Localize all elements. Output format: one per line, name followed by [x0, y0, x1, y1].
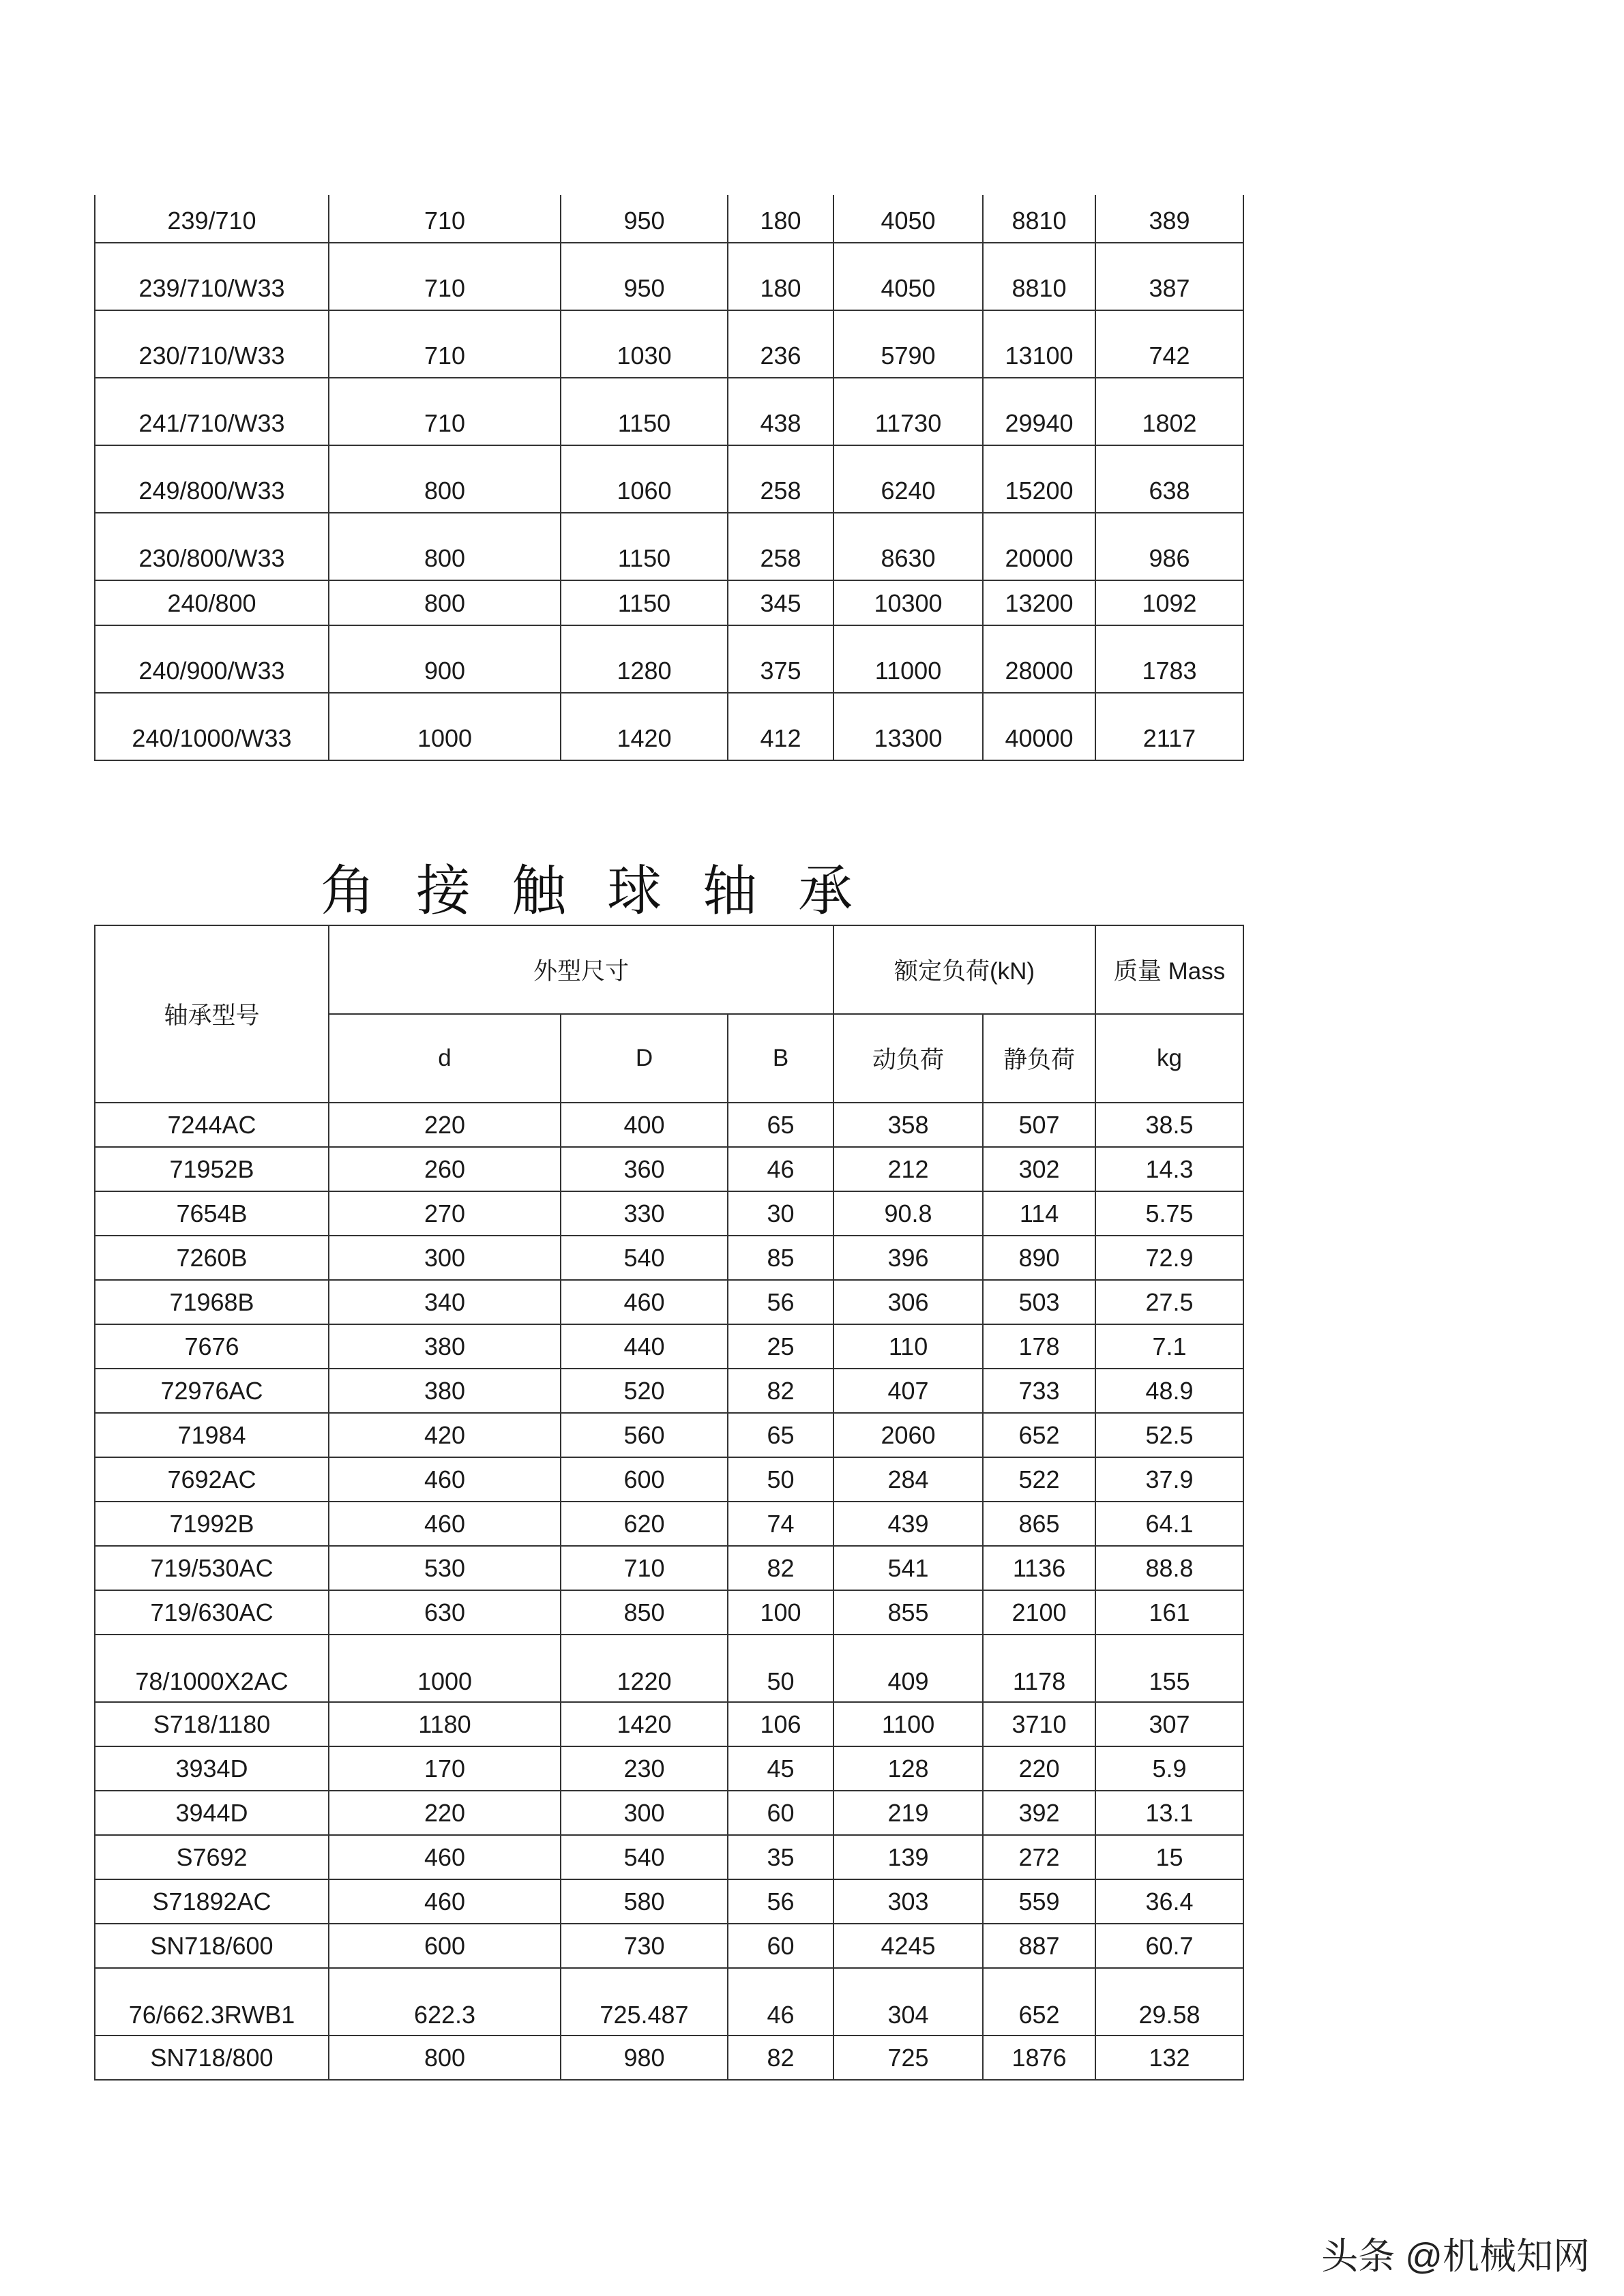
table-row [95, 1369, 1243, 1413]
table-cell: 82 [728, 2036, 833, 2080]
table-cell: 380 [329, 1369, 561, 1413]
table-cell: 30 [728, 1191, 833, 1236]
table-row [95, 1191, 1243, 1236]
table-cell: 220 [329, 1103, 561, 1147]
table-cell: 45 [728, 1746, 833, 1791]
table-cell: 3934D [95, 1746, 329, 1791]
table-cell: 503 [983, 1280, 1095, 1324]
table-row [95, 1924, 1243, 1968]
table-cell: 380 [329, 1324, 561, 1369]
table-cell: 132 [1095, 2036, 1243, 2080]
table-cell: 7676 [95, 1324, 329, 1369]
table-cell: 29.58 [1095, 1968, 1243, 2036]
table-cell: 10300 [833, 580, 983, 625]
table-cell: 272 [983, 1835, 1095, 1879]
table-cell: 76/662.3RWB1 [95, 1968, 329, 2036]
table-cell: 742 [1095, 310, 1243, 378]
table-cell: 180 [728, 195, 833, 243]
table-cell: 71992B [95, 1502, 329, 1546]
table-cell: 14.3 [1095, 1147, 1243, 1191]
table-cell: 330 [561, 1191, 728, 1236]
table-cell: 60 [728, 1924, 833, 1968]
table-cell: 507 [983, 1103, 1095, 1147]
table-cell: 1420 [561, 693, 728, 760]
table-cell: 56 [728, 1879, 833, 1924]
table-cell: 600 [561, 1457, 728, 1502]
table-cell: 71984 [95, 1413, 329, 1457]
table-cell: 170 [329, 1746, 561, 1791]
table-cell: 72976AC [95, 1369, 329, 1413]
table-cell: 74 [728, 1502, 833, 1546]
table-cell: 11000 [833, 625, 983, 693]
table-cell: 114 [983, 1191, 1095, 1236]
table-cell: 652 [983, 1968, 1095, 2036]
angular-contact-ball-bearing-table [94, 925, 1244, 2081]
table-cell: 800 [329, 445, 561, 513]
table-cell: 7244AC [95, 1103, 329, 1147]
table-row [95, 1879, 1243, 1924]
table-cell: 71952B [95, 1147, 329, 1191]
table-cell: 2100 [983, 1590, 1095, 1635]
table-cell: 5.75 [1095, 1191, 1243, 1236]
table-cell: 719/530AC [95, 1546, 329, 1590]
table-row [95, 1280, 1243, 1324]
table-cell: 1150 [561, 580, 728, 625]
table-cell: 65 [728, 1103, 833, 1147]
table-row [95, 513, 1243, 580]
table-row [95, 1835, 1243, 1879]
table-cell: 890 [983, 1236, 1095, 1280]
table-cell: 1876 [983, 2036, 1095, 2080]
table-cell: SN718/600 [95, 1924, 329, 1968]
table-cell: 710 [561, 1546, 728, 1590]
table-cell: 440 [561, 1324, 728, 1369]
table-cell: 7.1 [1095, 1324, 1243, 1369]
table-cell: 180 [728, 243, 833, 310]
table-cell: 15 [1095, 1835, 1243, 1879]
table-cell: 46 [728, 1968, 833, 2036]
table-cell: 40000 [983, 693, 1095, 760]
table-cell: 4245 [833, 1924, 983, 1968]
table-cell: 220 [983, 1746, 1095, 1791]
table-cell: 302 [983, 1147, 1095, 1191]
table-cell: 46 [728, 1147, 833, 1191]
table-cell: S7692 [95, 1835, 329, 1879]
table-cell: 407 [833, 1369, 983, 1413]
table-cell: 460 [329, 1879, 561, 1924]
table-cell: 800 [329, 2036, 561, 2080]
table-cell: 8810 [983, 243, 1095, 310]
table-cell: 90.8 [833, 1191, 983, 1236]
watermark: 头条 @机械知网 [1321, 2236, 1590, 2277]
table-row [95, 378, 1243, 445]
table-cell: 719/630AC [95, 1590, 329, 1635]
table-cell: 1180 [329, 1702, 561, 1746]
table-row [95, 580, 1243, 625]
table-cell: 28000 [983, 625, 1095, 693]
table-cell: 4050 [833, 195, 983, 243]
header-d: d [329, 1014, 561, 1103]
table-cell: 1000 [329, 1635, 561, 1702]
table-cell: 240/1000/W33 [95, 693, 329, 760]
table-row [95, 445, 1243, 513]
table-cell: S71892AC [95, 1879, 329, 1924]
table-cell: 50 [728, 1457, 833, 1502]
header-D: D [561, 1014, 728, 1103]
table-row [95, 693, 1243, 760]
table-cell: 850 [561, 1590, 728, 1635]
header-B: B [728, 1014, 833, 1103]
table-cell: 71968B [95, 1280, 329, 1324]
table-cell: 855 [833, 1590, 983, 1635]
table-cell: 986 [1095, 513, 1243, 580]
table-cell: 161 [1095, 1590, 1243, 1635]
table-cell: 284 [833, 1457, 983, 1502]
table-row [95, 1236, 1243, 1280]
table-cell: 1802 [1095, 378, 1243, 445]
table-cell: 178 [983, 1324, 1095, 1369]
table-cell: 7654B [95, 1191, 329, 1236]
header-static-load: 静负荷 [983, 1014, 1095, 1103]
table-cell: 249/800/W33 [95, 445, 329, 513]
table-cell: 622.3 [329, 1968, 561, 2036]
table-cell: 85 [728, 1236, 833, 1280]
table-cell: 60.7 [1095, 1924, 1243, 1968]
table-cell: 530 [329, 1546, 561, 1590]
table-cell: 460 [329, 1502, 561, 1546]
table-cell: 358 [833, 1103, 983, 1147]
table-cell: 241/710/W33 [95, 378, 329, 445]
table-cell: 865 [983, 1502, 1095, 1546]
table-cell: 258 [728, 513, 833, 580]
table-cell: 409 [833, 1635, 983, 1702]
table-cell: 219 [833, 1791, 983, 1835]
table-cell: 4050 [833, 243, 983, 310]
table-cell: 36.4 [1095, 1879, 1243, 1924]
table-cell: 1178 [983, 1635, 1095, 1702]
table-row [95, 195, 1243, 243]
table-row [95, 1413, 1243, 1457]
table-cell: 72.9 [1095, 1236, 1243, 1280]
header-model: 轴承型号 [95, 925, 329, 1103]
table-cell: 710 [329, 378, 561, 445]
table-cell: 900 [329, 625, 561, 693]
header-dynamic-load: 动负荷 [833, 1014, 983, 1103]
table-cell: 730 [561, 1924, 728, 1968]
table-cell: 800 [329, 513, 561, 580]
table-cell: 155 [1095, 1635, 1243, 1702]
table-cell: 638 [1095, 445, 1243, 513]
table-cell: 1060 [561, 445, 728, 513]
table-cell: 6240 [833, 445, 983, 513]
table-cell: 230/710/W33 [95, 310, 329, 378]
table-cell: 110 [833, 1324, 983, 1369]
table-cell: 580 [561, 1879, 728, 1924]
table-cell: 1136 [983, 1546, 1095, 1590]
header-mass: 质量 Mass [1095, 925, 1243, 1014]
table-cell: 240/800 [95, 580, 329, 625]
table-cell: 29940 [983, 378, 1095, 445]
table-cell: 15200 [983, 445, 1095, 513]
table-cell: 559 [983, 1879, 1095, 1924]
table-cell: 540 [561, 1835, 728, 1879]
table-cell: 50 [728, 1635, 833, 1702]
table-row [95, 1546, 1243, 1590]
table-cell: 1000 [329, 693, 561, 760]
table-cell: 400 [561, 1103, 728, 1147]
table-cell: 7692AC [95, 1457, 329, 1502]
table-cell: 306 [833, 1280, 983, 1324]
table-cell: 52.5 [1095, 1413, 1243, 1457]
table-cell: 20000 [983, 513, 1095, 580]
table-cell: 460 [561, 1280, 728, 1324]
table-cell: 710 [329, 195, 561, 243]
table-cell: 887 [983, 1924, 1095, 1968]
table-cell: 375 [728, 625, 833, 693]
table-cell: 540 [561, 1236, 728, 1280]
table-cell: 652 [983, 1413, 1095, 1457]
table-cell: 239/710/W33 [95, 243, 329, 310]
table-cell: 630 [329, 1590, 561, 1635]
header-rated-load: 额定负荷(kN) [833, 925, 1095, 1014]
table-cell: 27.5 [1095, 1280, 1243, 1324]
table-row [95, 1502, 1243, 1546]
header-dimensions: 外型尺寸 [329, 925, 833, 1014]
table-cell: 7260B [95, 1236, 329, 1280]
table-cell: SN718/800 [95, 2036, 329, 2080]
table-cell: 100 [728, 1590, 833, 1635]
table-cell: 56 [728, 1280, 833, 1324]
table-cell: 725.487 [561, 1968, 728, 2036]
table-cell: 300 [561, 1791, 728, 1835]
table-cell: 460 [329, 1457, 561, 1502]
table-cell: 64.1 [1095, 1502, 1243, 1546]
table-cell: 392 [983, 1791, 1095, 1835]
table-cell: 387 [1095, 243, 1243, 310]
table-cell: 1150 [561, 513, 728, 580]
table-cell: 1280 [561, 625, 728, 693]
table-cell: 48.9 [1095, 1369, 1243, 1413]
table-cell: 78/1000X2AC [95, 1635, 329, 1702]
table-row [95, 625, 1243, 693]
table-cell: 270 [329, 1191, 561, 1236]
table-cell: 600 [329, 1924, 561, 1968]
table-cell: 11730 [833, 378, 983, 445]
table-cell: 2060 [833, 1413, 983, 1457]
table-cell: 128 [833, 1746, 983, 1791]
table-cell: 8810 [983, 195, 1095, 243]
table-row [95, 1103, 1243, 1147]
table-cell: 1030 [561, 310, 728, 378]
table-cell: 230/800/W33 [95, 513, 329, 580]
table-cell: 1783 [1095, 625, 1243, 693]
table-cell: 236 [728, 310, 833, 378]
table-cell: 300 [329, 1236, 561, 1280]
table-cell: 1420 [561, 1702, 728, 1746]
table-cell: 340 [329, 1280, 561, 1324]
table-cell: 82 [728, 1369, 833, 1413]
table-cell: 950 [561, 195, 728, 243]
table-cell: 3944D [95, 1791, 329, 1835]
table-cell: 800 [329, 580, 561, 625]
table-cell: 360 [561, 1147, 728, 1191]
table-cell: 13.1 [1095, 1791, 1243, 1835]
table-cell: 1220 [561, 1635, 728, 1702]
table-cell: 420 [329, 1413, 561, 1457]
table-row [95, 1968, 1243, 2036]
table-cell: 230 [561, 1746, 728, 1791]
table-cell: 710 [329, 310, 561, 378]
table-row [95, 1746, 1243, 1791]
table-cell: 1100 [833, 1702, 983, 1746]
table-cell: 13100 [983, 310, 1095, 378]
table-cell: 560 [561, 1413, 728, 1457]
table-cell: 396 [833, 1236, 983, 1280]
table-cell: 2117 [1095, 693, 1243, 760]
table-cell: 950 [561, 243, 728, 310]
header-kg: kg [1095, 1014, 1243, 1103]
table-cell: 212 [833, 1147, 983, 1191]
table-cell: 258 [728, 445, 833, 513]
table-cell: 620 [561, 1502, 728, 1546]
table-cell: 460 [329, 1835, 561, 1879]
table-row [95, 1324, 1243, 1369]
spherical-bearing-table-continued [94, 195, 1244, 761]
table-cell: 439 [833, 1502, 983, 1546]
table-cell: 25 [728, 1324, 833, 1369]
table-cell: 304 [833, 1968, 983, 2036]
section-title: 角接触球轴承 [321, 859, 894, 923]
table-cell: 35 [728, 1835, 833, 1879]
table-cell: 37.9 [1095, 1457, 1243, 1502]
table-cell: 725 [833, 2036, 983, 2080]
table-row [95, 2036, 1243, 2080]
table-cell: 710 [329, 243, 561, 310]
table-row [95, 1147, 1243, 1191]
table-cell: 345 [728, 580, 833, 625]
table-cell: 82 [728, 1546, 833, 1590]
table-cell: 139 [833, 1835, 983, 1879]
table-cell: 8630 [833, 513, 983, 580]
table-cell: 303 [833, 1879, 983, 1924]
table-row [95, 1702, 1243, 1746]
table-cell: 260 [329, 1147, 561, 1191]
table-row [95, 310, 1243, 378]
table-cell: 980 [561, 2036, 728, 2080]
table-cell: 220 [329, 1791, 561, 1835]
table-cell: 13200 [983, 580, 1095, 625]
table-cell: 60 [728, 1791, 833, 1835]
table-cell: 38.5 [1095, 1103, 1243, 1147]
table-cell: 65 [728, 1413, 833, 1457]
table-cell: 240/900/W33 [95, 625, 329, 693]
table-cell: 1150 [561, 378, 728, 445]
table-cell: 307 [1095, 1702, 1243, 1746]
table-cell: 5.9 [1095, 1746, 1243, 1791]
table-cell: 541 [833, 1546, 983, 1590]
table-cell: 520 [561, 1369, 728, 1413]
table-cell: 733 [983, 1369, 1095, 1413]
table-row [95, 1791, 1243, 1835]
table-cell: 3710 [983, 1702, 1095, 1746]
table-cell: 239/710 [95, 195, 329, 243]
table-row [95, 1635, 1243, 1702]
table-cell: 438 [728, 378, 833, 445]
table-cell: 106 [728, 1702, 833, 1746]
table-cell: 88.8 [1095, 1546, 1243, 1590]
table-cell: 1092 [1095, 580, 1243, 625]
table-cell: 13300 [833, 693, 983, 760]
table-row [95, 1590, 1243, 1635]
table-row [95, 243, 1243, 310]
table-cell: 412 [728, 693, 833, 760]
table-cell: 5790 [833, 310, 983, 378]
table-cell: 389 [1095, 195, 1243, 243]
table-row [95, 1457, 1243, 1502]
table-cell: 522 [983, 1457, 1095, 1502]
table-cell: S718/1180 [95, 1702, 329, 1746]
